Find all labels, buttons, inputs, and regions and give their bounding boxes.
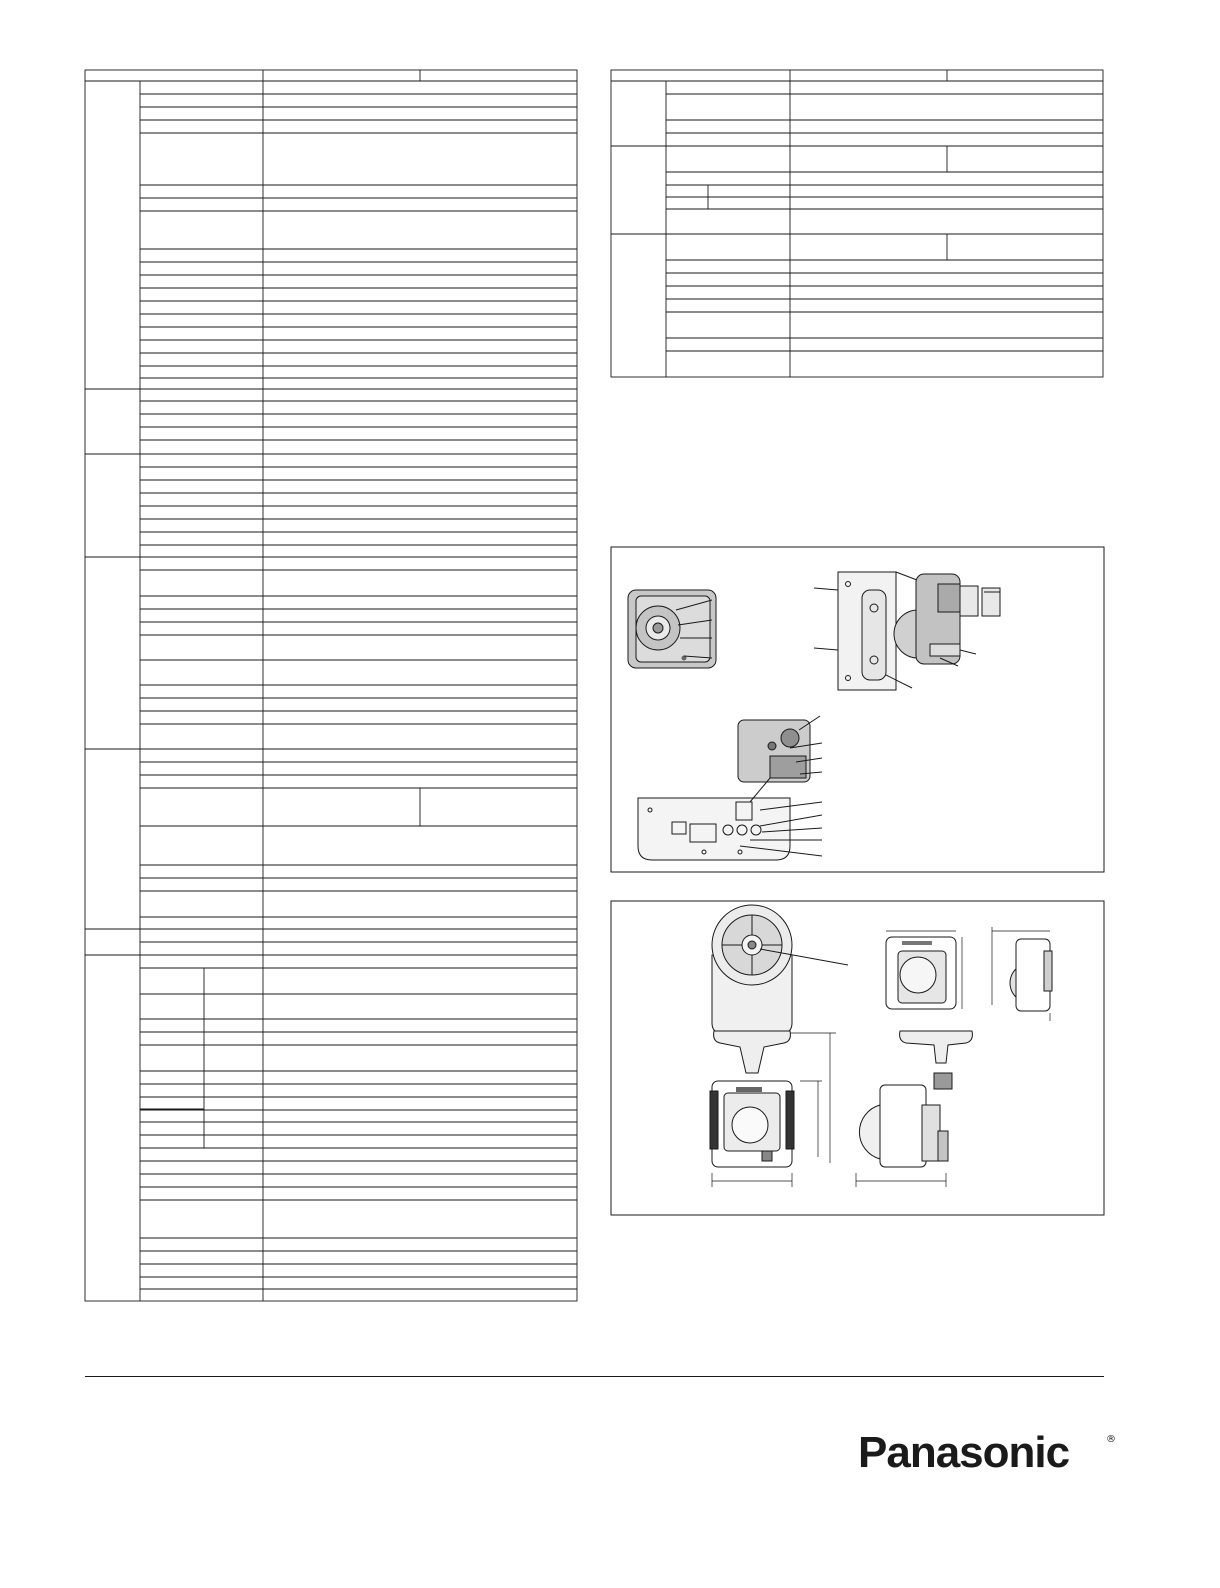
dimensions-diagram <box>600 895 1120 1225</box>
brand-logo: Panasonic <box>858 1428 1070 1477</box>
footer-rule <box>85 1376 1104 1377</box>
camera-top-view-illustration <box>712 905 848 1033</box>
parts-diagram <box>600 540 1120 885</box>
table-border <box>85 70 577 1301</box>
camera-side-dimension-illustration <box>992 927 1052 1021</box>
table-border <box>611 70 1103 377</box>
camera-front-illustration <box>628 590 716 668</box>
camera-rear-connector-illustration <box>638 716 822 860</box>
camera-front-dimension-illustration <box>886 931 962 1009</box>
spec-table-left <box>0 0 600 1320</box>
camera-mounted-side-illustration <box>856 1031 972 1187</box>
spec-table-right <box>600 0 1220 400</box>
registered-mark: ® <box>1106 1434 1116 1445</box>
camera-side-mount-illustration <box>814 572 1000 690</box>
camera-mounted-front-illustration <box>710 1031 836 1187</box>
